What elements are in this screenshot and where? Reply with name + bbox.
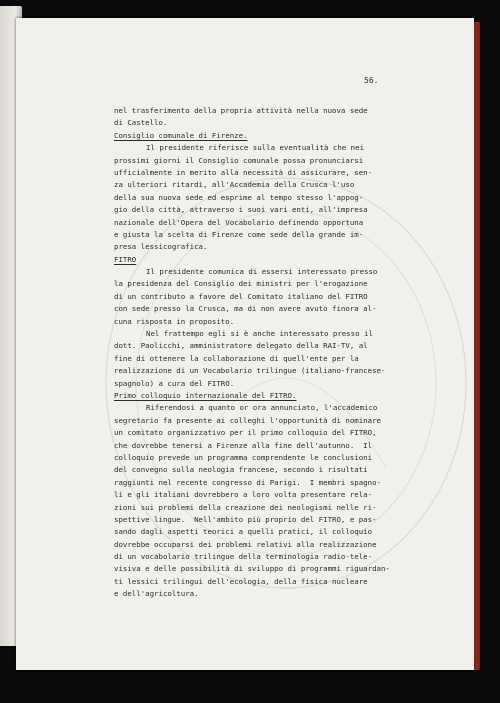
- text-line: con sede presso la Crusca, ma di non avere avuto finora al-: [114, 304, 377, 314]
- paragraph: [114, 328, 414, 390]
- text-line: ufficialmente in merito alla necessità di assicurare, sen-: [114, 167, 373, 177]
- text-line: fine di ottenere la collaborazione di quell'ente per la: [114, 353, 359, 363]
- text-line: Riferendosi a quanto or ora annunciato, l'accademico: [146, 403, 378, 413]
- paragraph: [114, 402, 414, 600]
- text-line: e dell'agricoltura.: [114, 589, 199, 599]
- page-number: 56.: [364, 76, 379, 85]
- text-line: e giusta la scelta di Firenze come sede della grande im-: [114, 229, 364, 239]
- text-line: ti lessici trilingui dell'ecologia, della fisica nucleare: [114, 576, 368, 586]
- text-line: za ulteriori ritardi, all'Accademia della Crusca l'uso: [114, 180, 355, 190]
- text-line: Il presidente riferisce sulla eventualità che nei: [146, 143, 365, 153]
- text-line: di un contributo a favore del Comitato italiano del FITRO: [114, 291, 368, 301]
- text-line: presa lessicografica.: [114, 242, 208, 252]
- paragraph: [114, 105, 414, 130]
- text-line: del convegno sulla neologia francese, secondo i risultati: [114, 465, 368, 475]
- text-line: segretario fa presente ai colleghi l'opportunità di nominare: [114, 415, 381, 425]
- text-line: spettive lingue. Nell'ambito più proprio del FITRO, e pas-: [114, 514, 377, 524]
- document-body: [114, 105, 414, 601]
- text-line: raggiunti nel recente congresso di Parigi. I membri spagno-: [114, 477, 381, 487]
- text-line: sando dagli aspetti teorici a quelli pratici, il colloquio: [114, 527, 373, 537]
- text-line: dovrebbe occuparsi dei problemi relativi alla realizzazione: [114, 539, 377, 549]
- text-line: zioni sui problemi della creazione dei neologismi nelle ri-: [114, 502, 377, 512]
- text-line: gio della città, attraverso i suoi vari enti, all'impresa: [114, 205, 368, 215]
- text-line: nel trasferimento della propria attività nella nuova sede: [114, 106, 368, 115]
- text-line: che dovrebbe tenersi a Firenze alla fine dell'autunno. Il: [114, 440, 373, 450]
- section-heading: Consiglio comunale di Firenze.: [114, 130, 248, 140]
- text-line: la presidenza del Consiglio dei ministri per l'erogazione: [114, 279, 368, 289]
- text-line: realizzazione di un Vocabolario trilingue (italiano-francese-: [114, 366, 386, 376]
- text-line: di Castello.: [114, 118, 168, 128]
- text-line: della sua nuova sede ed esprime al tempo stesso l'appog-: [114, 192, 364, 202]
- paragraph: [114, 266, 414, 328]
- text-line: visiva e delle possibilità di sviluppo di programmi riguardan-: [114, 564, 390, 574]
- text-line: di un vocabolario trilingue della terminologia radio-tele-: [114, 552, 373, 562]
- text-line: Il presidente comunica di essersi interessato presso: [146, 267, 378, 277]
- text-line: un comitato organizzativo per il primo colloquio del FITRO,: [114, 428, 377, 438]
- text-line: cuna risposta in proposito.: [114, 316, 235, 326]
- paragraph: [114, 142, 414, 254]
- section-heading: FITRO: [114, 254, 137, 264]
- text-line: colloquio prevede un programma comprendente le conclusioni: [114, 452, 373, 462]
- text-line: li e gli italiani dovrebbero a loro volta presentare rela-: [114, 490, 373, 500]
- section-heading: Primo colloquio internazionale del FITRO.: [114, 390, 297, 400]
- text-line: dott. Paolicchi, amministratore delegato della RAI-TV, al: [114, 341, 368, 351]
- text-line: nazionale dell'Opera del Vocabolario definendo opportuna: [114, 217, 364, 227]
- text-line: spagnolo) a cura del FITRO.: [114, 378, 235, 388]
- text-line: prossimi giorni il Consiglio comunale possa pronunciarsi: [114, 155, 364, 165]
- text-line: Nel frattempo egli si è anche interessato presso il: [146, 329, 373, 339]
